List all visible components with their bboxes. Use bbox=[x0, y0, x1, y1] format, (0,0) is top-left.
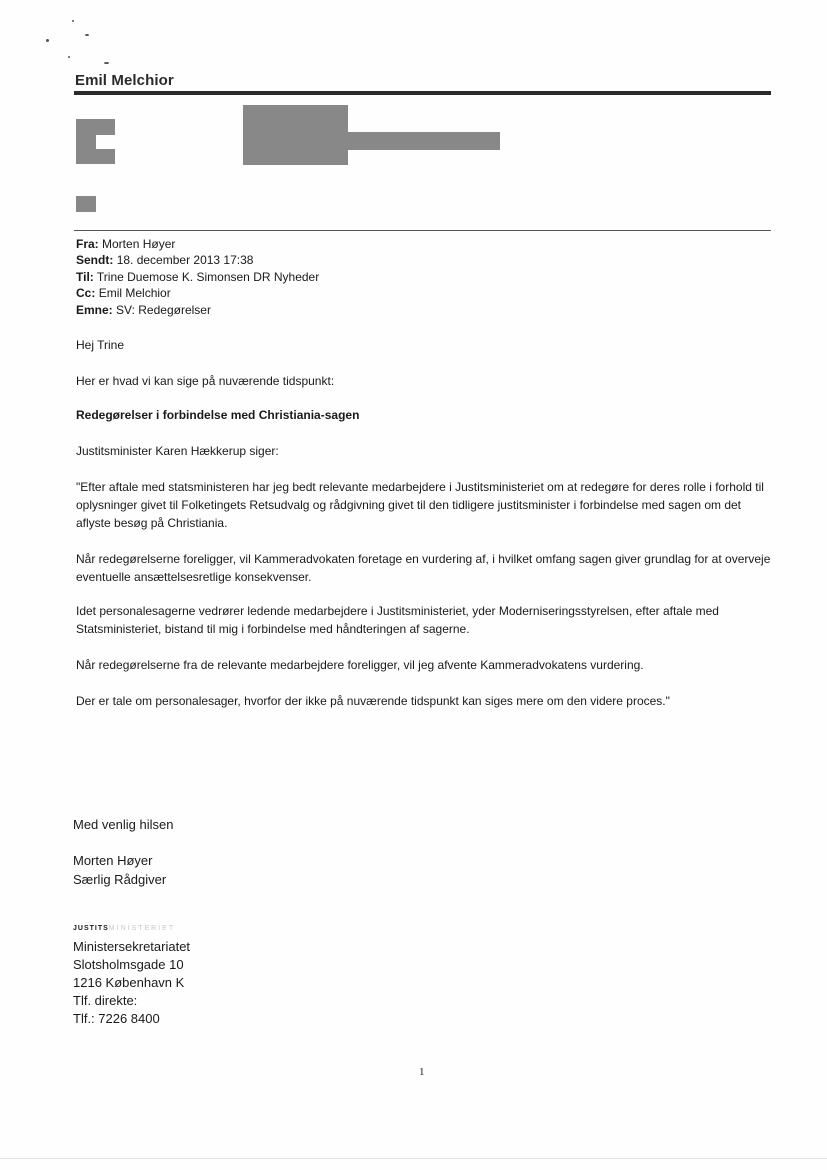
redaction-block-logo-mid bbox=[76, 135, 96, 149]
statement-paragraph-5: Der er tale om personalesager, hvorfor der ikke på nuværende tidspunkt kan siges mere om den videre proces." bbox=[76, 694, 670, 708]
intro-line: Her er hvad vi kan sige på nuværende tidspunkt: bbox=[76, 374, 335, 388]
signature-city: 1216 København K bbox=[73, 975, 185, 990]
to-label: Til: bbox=[76, 269, 94, 284]
org-faded: MINISTERIET bbox=[108, 925, 176, 932]
scan-speck bbox=[104, 62, 109, 64]
statement-paragraph-2: Når redegørelserne foreligger, vil Kammeradvokaten foretage en vurdering af, i hvilket omfang sagen giver grundlag for at overveje eventuelle ansættelsesretlige konsekvenser. bbox=[76, 552, 771, 584]
statement-paragraph-1: "Efter aftale med statsministeren har jeg bedt relevante medarbejdere i Justitsministeriet om at redegøre for deres rolle i forhold til oplysninger givet til Folketingets Retsudvalg og rådgivning givet til den tidligere justitsminister i forbindelse med sagen om det aflyste besøg på Christiania. bbox=[76, 480, 764, 530]
greeting: Hej Trine bbox=[76, 338, 125, 352]
scan-speck bbox=[46, 39, 49, 42]
from-label: Fra: bbox=[76, 237, 99, 251]
signature-street: Slotsholmsgade 10 bbox=[73, 957, 184, 972]
redaction-block-logo-bottom bbox=[76, 149, 115, 164]
scan-edge-line bbox=[0, 1158, 827, 1159]
to-value: Trine Duemose K. Simonsen DR Nyheder bbox=[96, 269, 320, 284]
header-sent bbox=[76, 252, 319, 268]
redaction-block-small bbox=[76, 196, 96, 212]
redaction-block-address-right bbox=[348, 132, 500, 150]
scan-speck bbox=[68, 56, 70, 58]
signature-phone: Tlf.: 7226 8400 bbox=[73, 1011, 160, 1026]
statement-paragraph-4: Når redegørelserne fra de relevante medarbejdere foreligger, vil jeg afvente Kammeradvokatens vurdering. bbox=[76, 658, 644, 672]
speaker-line: Justitsminister Karen Hækkerup siger: bbox=[76, 444, 279, 458]
signature-name: Morten Høyer bbox=[73, 853, 153, 868]
signature-phone-direct: Tlf. direkte: bbox=[73, 993, 138, 1008]
redaction-block-logo-top bbox=[76, 119, 115, 135]
header-divider bbox=[74, 230, 771, 231]
header-cc bbox=[76, 285, 319, 301]
owner-divider bbox=[74, 91, 771, 95]
scan-speck bbox=[72, 20, 74, 22]
subject-label: Emne: bbox=[76, 302, 113, 317]
statement-paragraph-3: Idet personalesagerne vedrører ledende medarbejdere i Justitsministeriet, yder Moderniseringsstyrelsen, efter aftale med Statsministeriet, bistand til mig i forbindelse med håndteringen af sagerne. bbox=[76, 604, 719, 636]
cc-label: Cc: bbox=[76, 286, 96, 301]
signature-department: Ministersekretariatet bbox=[73, 939, 191, 954]
header-subject bbox=[76, 302, 319, 318]
header-to bbox=[76, 269, 319, 285]
header-from bbox=[76, 236, 319, 252]
scan-speck bbox=[85, 34, 89, 36]
mailbox-owner-name: Emil Melchior bbox=[75, 72, 174, 89]
org-prefix: JUSTITS bbox=[73, 925, 109, 932]
sent-label: Sendt: bbox=[76, 253, 114, 268]
sent-value: 18. december 2013 17:38 bbox=[116, 253, 254, 268]
email-headers bbox=[76, 236, 319, 318]
from-value: Morten Høyer bbox=[102, 237, 176, 251]
cc-value: Emil Melchior bbox=[98, 286, 171, 301]
signature-title: Særlig Rådgiver bbox=[73, 872, 167, 887]
statement-heading: Redegørelser i forbindelse med Christiania-sagen bbox=[76, 408, 360, 422]
redaction-block-address-left bbox=[243, 105, 348, 165]
signature-closing: Med venlig hilsen bbox=[73, 817, 174, 832]
organization-logo-text bbox=[73, 925, 175, 932]
subject-value: SV: Redegørelser bbox=[116, 302, 211, 317]
page-number: 1 bbox=[419, 1066, 425, 1078]
